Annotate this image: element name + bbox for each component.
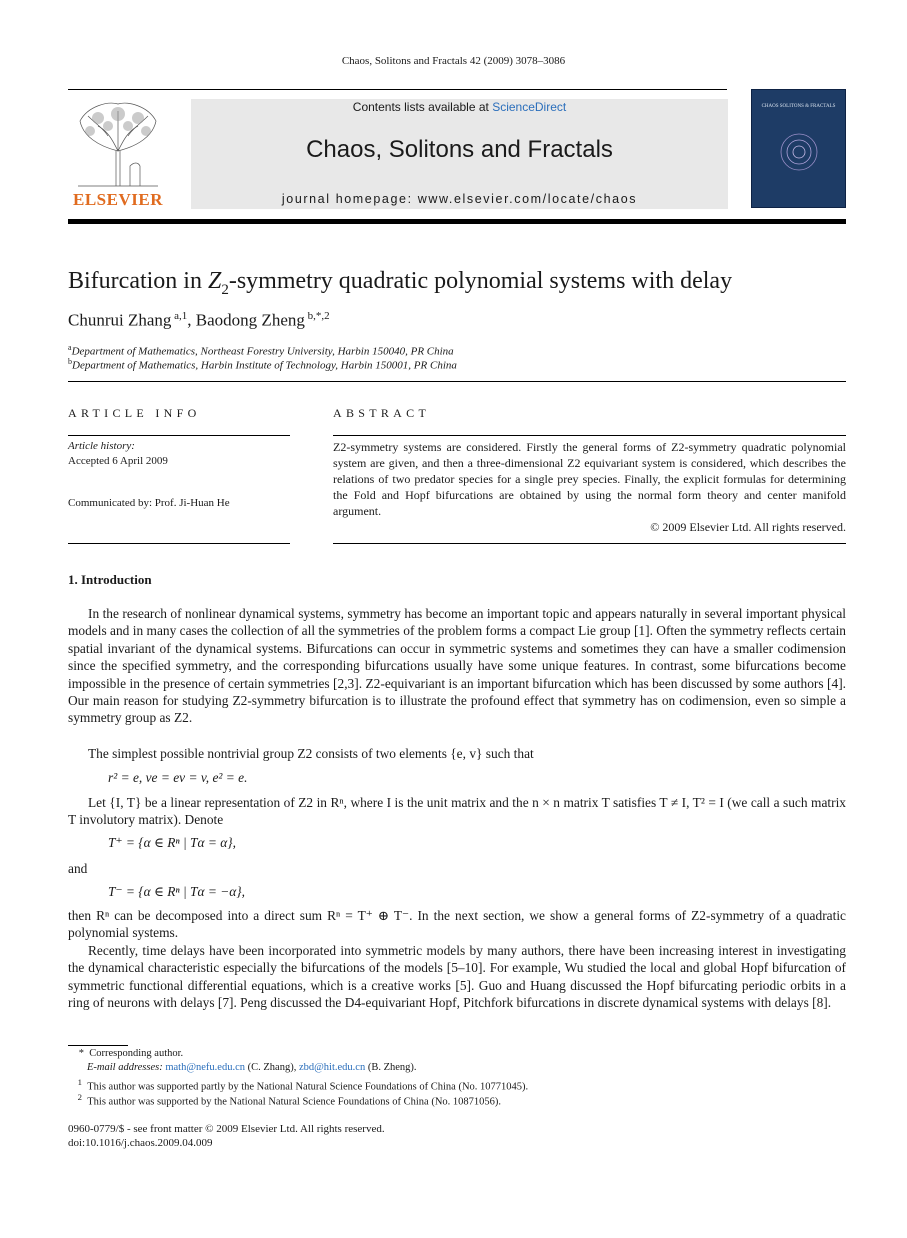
intro-paragraph-1: In the research of nonlinear dynamical systems, symmetry has become an important topic and appears naturally in several important physical models and in many cases the collection of all the symmetries of the problem forms a compact Lie group [1]. Often the symmetry reflects certain spatial invariant of the dynamical systems. Bifurcations can occur in symmetric systems and sometimes they can have a smaller codimension since the specified symmetry, and the corresponding bifurcations usually have some unique features. In contrast, some bifurcations become impossible in the presence of certain symmetries [2,3]. Z2-equivariant is an important bifurcation which has been discussed by some authors [4]. Our main reason for studying Z2-symmetry bifurcation is to illustrate the profound effect that symmetry has on codimension, even so simple a symmetry group as Z2. xyxy=(68,606,846,726)
footnote-text: This author was supported by the National Natural Science Foundations of China (No. 10871056). xyxy=(87,1096,502,1108)
intro-paragraph-3: Let {I, T} be a linear representation of Z2 in Rⁿ, where I is the unit matrix and the n × n matrix T satisfies T ≠ I, T² = I (we call a such matrix T involutory matrix). Denote xyxy=(68,795,846,828)
affiliation-mark: b xyxy=(68,357,72,366)
info-rule-bottom xyxy=(68,543,290,544)
header-thick-rule xyxy=(68,219,846,224)
footnote-rule xyxy=(68,1045,128,1046)
title-symbol: Z xyxy=(207,268,222,294)
contents-prefix: Contents lists available at xyxy=(352,100,493,114)
section-heading-introduction: 1. Introduction xyxy=(68,572,152,587)
email-link[interactable]: zbd@hit.edu.cn xyxy=(298,1062,366,1073)
article-history-label: Article history: xyxy=(68,440,135,452)
author-name[interactable]: Chunrui Zhang xyxy=(68,310,172,330)
abstract-text: Z2-symmetry systems are considered. Firstly the general forms of Z2-symmetry quadratic polynomial system are given, and then a three-dimensional Z2 equivariant system is considered, which describes the relations of two predator species for a single prey species. Finally, the explicit formulas for determining the Fold and Hopf bifurcations are obtained by using the normal form theory and center manifold argument. xyxy=(333,440,846,518)
publisher-logo-text: ELSEVIER xyxy=(73,190,163,209)
title-part: -symmetry quadratic polynomial systems with delay xyxy=(228,268,733,294)
footnote-mark: 1 xyxy=(77,1077,82,1087)
intro-paragraph-2: The simplest possible nontrivial group Z2 consists of two elements {e, v} such that xyxy=(88,746,534,761)
email-link[interactable]: math@nefu.edu.cn xyxy=(165,1062,246,1073)
affiliation-a xyxy=(68,343,454,358)
footnote-1 xyxy=(68,1077,528,1093)
cover-fractal-icon xyxy=(777,130,821,174)
doi-line[interactable]: doi:10.1016/j.chaos.2009.04.009 xyxy=(68,1137,213,1149)
abstract-rule xyxy=(333,435,846,436)
affiliation-mark: a xyxy=(68,343,72,352)
section-rule xyxy=(68,381,846,382)
sciencedirect-link[interactable]: ScienceDirect xyxy=(492,100,567,114)
intro-paragraph-5: Recently, time delays have been incorporated into symmetric models by many authors, there have been increasing interest in investigating the dynamical characteristic especially the bifurcations of the models [5–10]. For example, Wu studied the local and global Hopf bifurcation of symmetric functional differential equations, which is a creative works [5]. Guo and Huang discussed the Hopf bifurcating periodic orbits in a ring of neurons with delays [7]. Peng discussed the D4-equivariant Hopf, Pitchfork bifurcations in discrete dynamical systems with delays [8]. xyxy=(68,943,846,1011)
abstract-copyright: © 2009 Elsevier Ltd. All rights reserved. xyxy=(650,520,846,534)
author-affiliation-mark: a,1 xyxy=(174,310,188,322)
affiliation-b xyxy=(68,357,457,372)
article-info-heading: ARTICLE INFO xyxy=(68,406,201,420)
title-part: Bifurcation in xyxy=(68,268,208,294)
email-owner: (C. Zhang), xyxy=(245,1062,299,1073)
communicated-by: Communicated by: Prof. Ji-Huan He xyxy=(68,497,230,509)
journal-title: Chaos, Solitons and Fractals xyxy=(306,136,613,163)
author-name[interactable]: Baodong Zheng xyxy=(195,310,305,330)
journal-cover-image xyxy=(751,89,846,208)
paper-title xyxy=(68,268,848,299)
accepted-date: Accepted 6 April 2009 xyxy=(68,455,168,467)
footnote-mark: * xyxy=(78,1048,84,1059)
footnote-text: Corresponding author. xyxy=(89,1048,184,1059)
email-label: E-mail addresses: xyxy=(87,1062,163,1073)
footnote-2 xyxy=(68,1092,501,1108)
footnote-emails xyxy=(87,1062,417,1073)
abstract-rule-bottom xyxy=(333,543,846,544)
footnote-mark: 2 xyxy=(77,1092,82,1102)
footnote-text: This author was supported partly by the National Natural Science Foundations of China (No. 10771045). xyxy=(87,1081,529,1093)
author-list xyxy=(68,310,330,331)
info-rule xyxy=(68,435,290,436)
equation-t-plus: T⁺ = {α ∈ Rⁿ | Tα = α}, xyxy=(108,835,236,850)
footnote-corresponding xyxy=(68,1048,183,1059)
abstract-heading: ABSTRACT xyxy=(333,406,431,420)
equation-group-relations: r² = e, ve = ev = v, e² = e. xyxy=(108,770,248,785)
email-owner: (B. Zheng). xyxy=(365,1062,417,1073)
affiliation-text: Department of Mathematics, Northeast Forestry University, Harbin 150040, PR China xyxy=(71,345,454,358)
issn-line: 0960-0779/$ - see front matter © 2009 Elsevier Ltd. All rights reserved. xyxy=(68,1123,385,1135)
title-subscript: 2 xyxy=(221,281,229,298)
cover-title: CHAOS SOLITONS & FRACTALS xyxy=(761,104,836,109)
journal-citation: Chaos, Solitons and Fractals 42 (2009) 3078–3086 xyxy=(341,55,566,67)
intro-paragraph-4: then Rⁿ can be decomposed into a direct sum Rⁿ = T⁺ ⊕ T⁻. In the next section, we show a general forms of Z2-symmetry of a quadratic polynomial systems. xyxy=(68,908,846,941)
connective-and: and xyxy=(68,861,88,876)
equation-t-minus: T⁻ = {α ∈ Rⁿ | Tα = −α}, xyxy=(108,884,245,899)
header-rule xyxy=(68,89,727,90)
journal-homepage[interactable]: journal homepage: www.elsevier.com/locate/chaos xyxy=(281,192,638,206)
author-separator: , xyxy=(187,310,196,330)
author-affiliation-mark: b,*,2 xyxy=(307,310,330,322)
contents-line xyxy=(191,100,728,114)
affiliation-text: Department of Mathematics, Harbin Institute of Technology, Harbin 150001, PR China xyxy=(72,359,457,372)
